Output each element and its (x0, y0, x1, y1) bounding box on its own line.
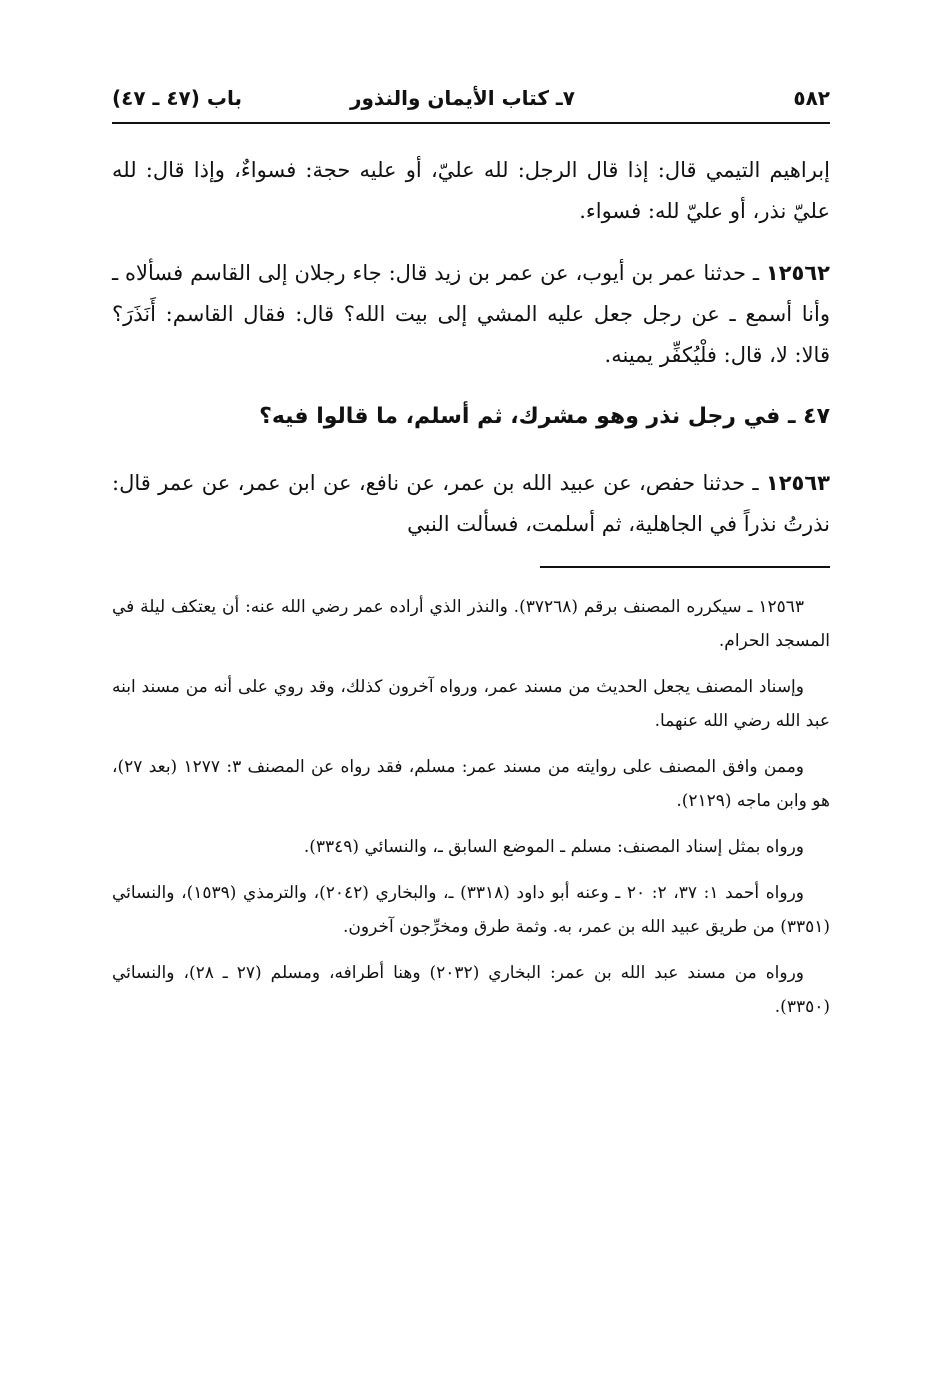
footnote-paragraph: ورواه أحمد ١: ٣٧، ٢: ٢٠ ـ وعنه أبو داود (٣٣١٨) ـ، والبخاري (٢٠٤٢)، والترمذي (١٥٣٩)، والنسائي (٣٣٥١) من طريق عبيد الله بن عمر، به. وثمة طرق ومخرِّجون آخرون. (112, 883, 830, 937)
footnote-paragraph: ١٢٥٦٣ ـ سيكرره المصنف برقم (٣٧٢٦٨). والنذر الذي أراده عمر رضي الله عنه: أن يعتكف ليلة في المسجد الحرام. (112, 597, 830, 651)
hadith-number: ١٢٥٦٣ (765, 471, 830, 495)
hadith-12563 (112, 463, 830, 545)
page-number: ٥٨٢ (793, 86, 830, 110)
footnote-paragraph: وإسناد المصنف يجعل الحديث من مسند عمر، ورواه آخرون كذلك، وقد روي على أنه من مسند ابنه عبد الله رضي الله عنهما. (112, 677, 830, 731)
footnote-paragraph: وممن وافق المصنف على روايته من مسند عمر: مسلم، فقد رواه عن المصنف ٣: ١٢٧٧ (بعد ٢٧)، هو وابن ماجه (٢١٢٩). (112, 757, 830, 811)
book-page (112, 80, 830, 1036)
paragraph-continuation: إبراهيم التيمي قال: إذا قال الرجل: لله عليّ، أو عليه حجة: فسواءٌ، وإذا قال: لله عليّ نذر، أو عليّ لله: فسواء. (112, 158, 830, 223)
header-rule (112, 122, 830, 124)
footnotes (112, 590, 830, 1024)
main-text (112, 150, 830, 545)
hadith-text: ـ حدثنا حفص، عن عبيد الله بن عمر، عن نافع، عن ابن عمر، عن عمر قال: نذرتُ نذراً في الجاهلية، ثم أسلمت، فسألت النبي (112, 471, 830, 536)
hadith-number: ١٢٥٦٢ (765, 261, 830, 285)
footnote-separator (540, 566, 830, 568)
footnote-paragraph: ورواه من مسند عبد الله بن عمر: البخاري (٢٠٣٢) وهنا أطرافه، ومسلم (٢٧ ـ ٢٨)، والنسائي (٣٣٥٠). (112, 963, 830, 1017)
running-header (112, 80, 830, 124)
chapter-heading: ٤٧ ـ في رجل نذر وهو مشرك، ثم أسلم، ما قالوا فيه؟ (259, 404, 830, 429)
hadith-text: ـ حدثنا عمر بن أيوب، عن عمر بن زيد قال: جاء رجلان إلى القاسم فسألاه ـ وأنا أسمع ـ عن رجل جعل عليه المشي إلى بيت الله؟ قال: فقال القاسم: أَنَذَرَ؟ قالا: لا، قال: فلْيُكفِّر يمينه. (112, 261, 830, 367)
chapter-title: ٧ـ كتاب الأيمان والنذور (349, 86, 575, 110)
section-range: باب (٤٧ ـ ٤٧) (112, 86, 242, 110)
footnote-paragraph: ورواه بمثل إسناد المصنف: مسلم ـ الموضع السابق ـ، والنسائي (٣٣٤٩). (303, 837, 804, 857)
hadith-12562 (112, 253, 830, 376)
